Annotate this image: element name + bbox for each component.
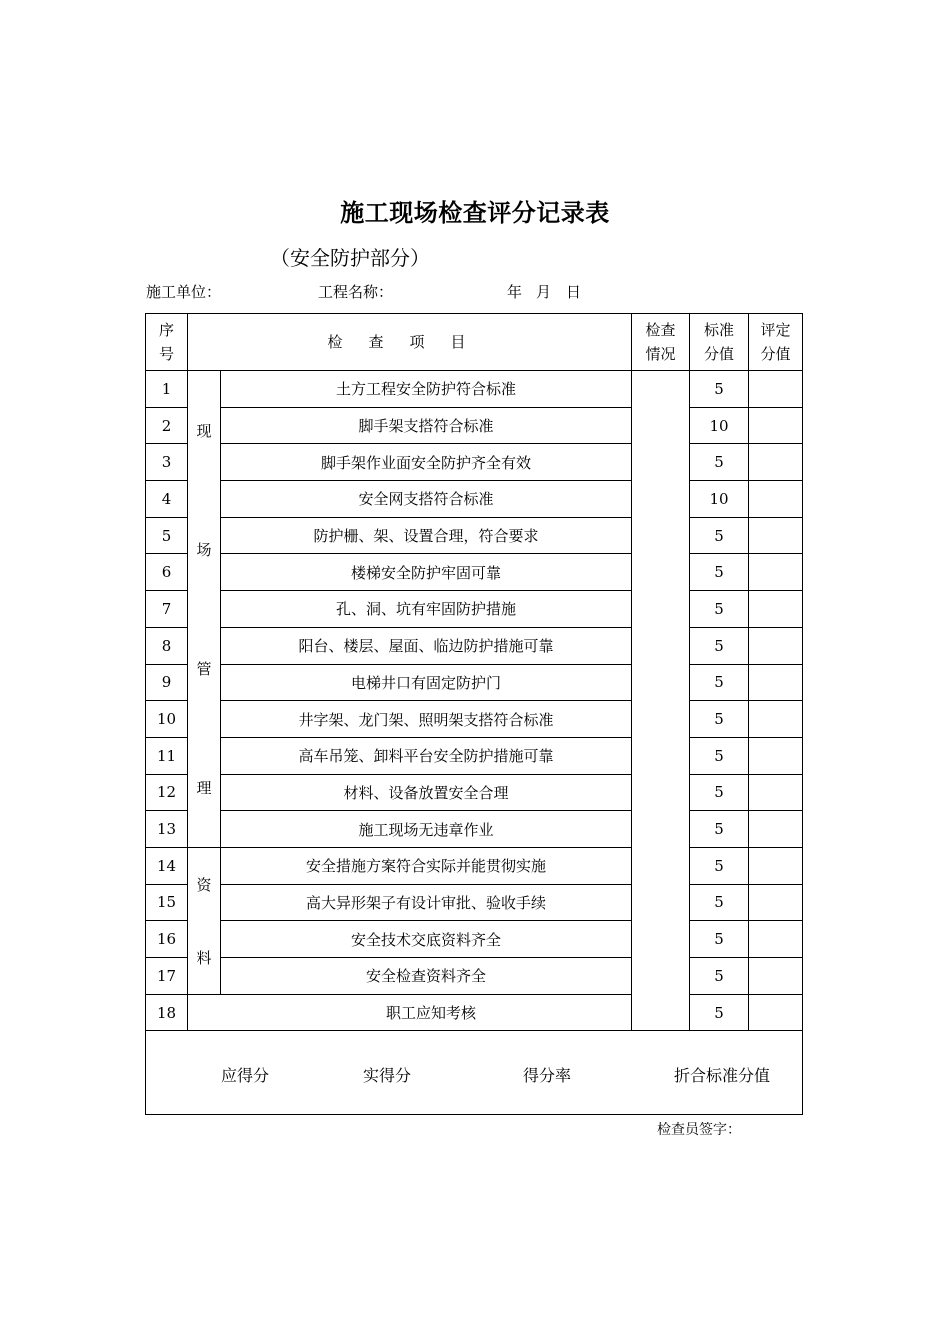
row-no: 8 bbox=[146, 627, 188, 664]
inspector-signature-label: 检查员签字： bbox=[657, 1122, 741, 1138]
row-item: 井字架、龙门架、照明架支搭符合标准 bbox=[221, 701, 632, 738]
table-row bbox=[146, 444, 803, 481]
row-no: 2 bbox=[146, 407, 188, 444]
row-no: 7 bbox=[146, 591, 188, 628]
rated-cell[interactable] bbox=[749, 884, 803, 921]
row-item: 防护栅、架、设置合理，符合要求 bbox=[221, 517, 632, 554]
row-no: 16 bbox=[146, 921, 188, 958]
table-row bbox=[146, 958, 803, 995]
rated-cell[interactable] bbox=[749, 921, 803, 958]
page-title: 施工现场检查评分记录表 bbox=[340, 198, 610, 227]
rated-cell[interactable] bbox=[749, 774, 803, 811]
row-no: 6 bbox=[146, 554, 188, 591]
category-char: 料 bbox=[196, 948, 212, 967]
table-row bbox=[146, 627, 803, 664]
row-item: 孔、洞、坑有牢固防护措施 bbox=[221, 591, 632, 628]
row-item: 土方工程安全防护符合标准 bbox=[221, 371, 632, 408]
table-row bbox=[146, 994, 803, 1031]
table-row bbox=[146, 591, 803, 628]
rated-cell[interactable] bbox=[749, 701, 803, 738]
table-row bbox=[146, 921, 803, 958]
score-rate-label: 得分率 bbox=[523, 1066, 572, 1086]
rated-cell[interactable] bbox=[749, 811, 803, 848]
row-score: 5 bbox=[690, 994, 749, 1031]
rated-cell[interactable] bbox=[749, 554, 803, 591]
rated-cell[interactable] bbox=[749, 627, 803, 664]
table-row bbox=[146, 811, 803, 848]
row-item: 安全检查资料齐全 bbox=[221, 958, 632, 995]
rated-cell[interactable] bbox=[749, 481, 803, 518]
row-item: 楼梯安全防护牢固可靠 bbox=[221, 554, 632, 591]
row-no: 15 bbox=[146, 884, 188, 921]
header-status: 检查情况 bbox=[632, 314, 690, 371]
row-score: 5 bbox=[690, 921, 749, 958]
table-row bbox=[146, 664, 803, 701]
unit-label: 施工单位： bbox=[146, 283, 222, 301]
row-score: 5 bbox=[690, 737, 749, 774]
row-score: 5 bbox=[690, 627, 749, 664]
row-score: 5 bbox=[690, 774, 749, 811]
row-item: 材料、设备放置安全合理 bbox=[221, 774, 632, 811]
actual-score-label: 实得分 bbox=[363, 1066, 412, 1086]
table-row bbox=[146, 774, 803, 811]
category-char: 现 bbox=[196, 421, 212, 440]
row-no: 4 bbox=[146, 481, 188, 518]
rated-cell[interactable] bbox=[749, 994, 803, 1031]
row-no: 5 bbox=[146, 517, 188, 554]
rated-cell[interactable] bbox=[749, 517, 803, 554]
project-label: 工程名称： bbox=[318, 283, 394, 301]
row-no: 9 bbox=[146, 664, 188, 701]
row-score: 10 bbox=[690, 481, 749, 518]
header-row bbox=[146, 314, 803, 371]
row-score: 5 bbox=[690, 444, 749, 481]
row-score: 5 bbox=[690, 884, 749, 921]
category-site bbox=[188, 371, 221, 848]
inspection-table bbox=[145, 313, 803, 1115]
row-no: 17 bbox=[146, 958, 188, 995]
page-subtitle: （安全防护部分） bbox=[270, 246, 430, 270]
row-no: 12 bbox=[146, 774, 188, 811]
row-item: 脚手架作业面安全防护齐全有效 bbox=[221, 444, 632, 481]
rated-cell[interactable] bbox=[749, 444, 803, 481]
rated-cell[interactable] bbox=[749, 591, 803, 628]
rated-cell[interactable] bbox=[749, 958, 803, 995]
converted-score-label: 折合标准分值 bbox=[674, 1066, 771, 1086]
row-score: 5 bbox=[690, 371, 749, 408]
row-no: 18 bbox=[146, 994, 188, 1031]
row-item: 脚手架支搭符合标准 bbox=[221, 407, 632, 444]
year-label: 年 bbox=[507, 283, 523, 301]
row-item: 安全措施方案符合实际并能贯彻实施 bbox=[221, 847, 632, 884]
header-standard: 标准分值 bbox=[690, 314, 749, 371]
row-item: 阳台、楼层、屋面、临边防护措施可靠 bbox=[221, 627, 632, 664]
table-row bbox=[146, 517, 803, 554]
rated-cell[interactable] bbox=[749, 664, 803, 701]
row-score: 5 bbox=[690, 517, 749, 554]
summary-cell bbox=[146, 1031, 803, 1115]
row-no: 10 bbox=[146, 701, 188, 738]
category-char: 资 bbox=[196, 875, 212, 894]
summary-row bbox=[146, 1031, 803, 1115]
category-docs bbox=[188, 847, 221, 994]
row-item: 高大异形架子有设计审批、验收手续 bbox=[221, 884, 632, 921]
rated-cell[interactable] bbox=[749, 371, 803, 408]
table-row bbox=[146, 554, 803, 591]
row-score: 10 bbox=[690, 407, 749, 444]
table-row bbox=[146, 481, 803, 518]
rated-cell[interactable] bbox=[749, 847, 803, 884]
row-score: 5 bbox=[690, 701, 749, 738]
row-item: 安全网支搭符合标准 bbox=[221, 481, 632, 518]
row-score: 5 bbox=[690, 958, 749, 995]
category-char: 场 bbox=[196, 540, 212, 559]
row-item: 施工现场无违章作业 bbox=[221, 811, 632, 848]
table-row bbox=[146, 884, 803, 921]
header-rated: 评定分值 bbox=[749, 314, 803, 371]
header-seq: 序号 bbox=[146, 314, 188, 371]
row-score: 5 bbox=[690, 811, 749, 848]
header-item: 检查项目 bbox=[188, 314, 632, 371]
row-no: 1 bbox=[146, 371, 188, 408]
table-row bbox=[146, 737, 803, 774]
status-cell[interactable] bbox=[632, 371, 690, 1031]
row-item: 高车吊笼、卸料平台安全防护措施可靠 bbox=[221, 737, 632, 774]
row-no: 13 bbox=[146, 811, 188, 848]
row-item: 职工应知考核 bbox=[188, 994, 632, 1031]
rated-cell[interactable] bbox=[749, 737, 803, 774]
category-char: 理 bbox=[196, 778, 212, 797]
table-row bbox=[146, 371, 803, 408]
row-item: 安全技术交底资料齐全 bbox=[221, 921, 632, 958]
row-no: 14 bbox=[146, 847, 188, 884]
row-score: 5 bbox=[690, 591, 749, 628]
should-score-label: 应得分 bbox=[221, 1066, 270, 1086]
day-label: 日 bbox=[566, 283, 582, 301]
table-row bbox=[146, 847, 803, 884]
row-no: 3 bbox=[146, 444, 188, 481]
row-score: 5 bbox=[690, 664, 749, 701]
category-char: 管 bbox=[196, 659, 212, 678]
rated-cell[interactable] bbox=[749, 407, 803, 444]
table-row bbox=[146, 701, 803, 738]
row-score: 5 bbox=[690, 847, 749, 884]
month-label: 月 bbox=[536, 283, 552, 301]
row-item: 电梯井口有固定防护门 bbox=[221, 664, 632, 701]
table-row bbox=[146, 407, 803, 444]
row-no: 11 bbox=[146, 737, 188, 774]
row-score: 5 bbox=[690, 554, 749, 591]
